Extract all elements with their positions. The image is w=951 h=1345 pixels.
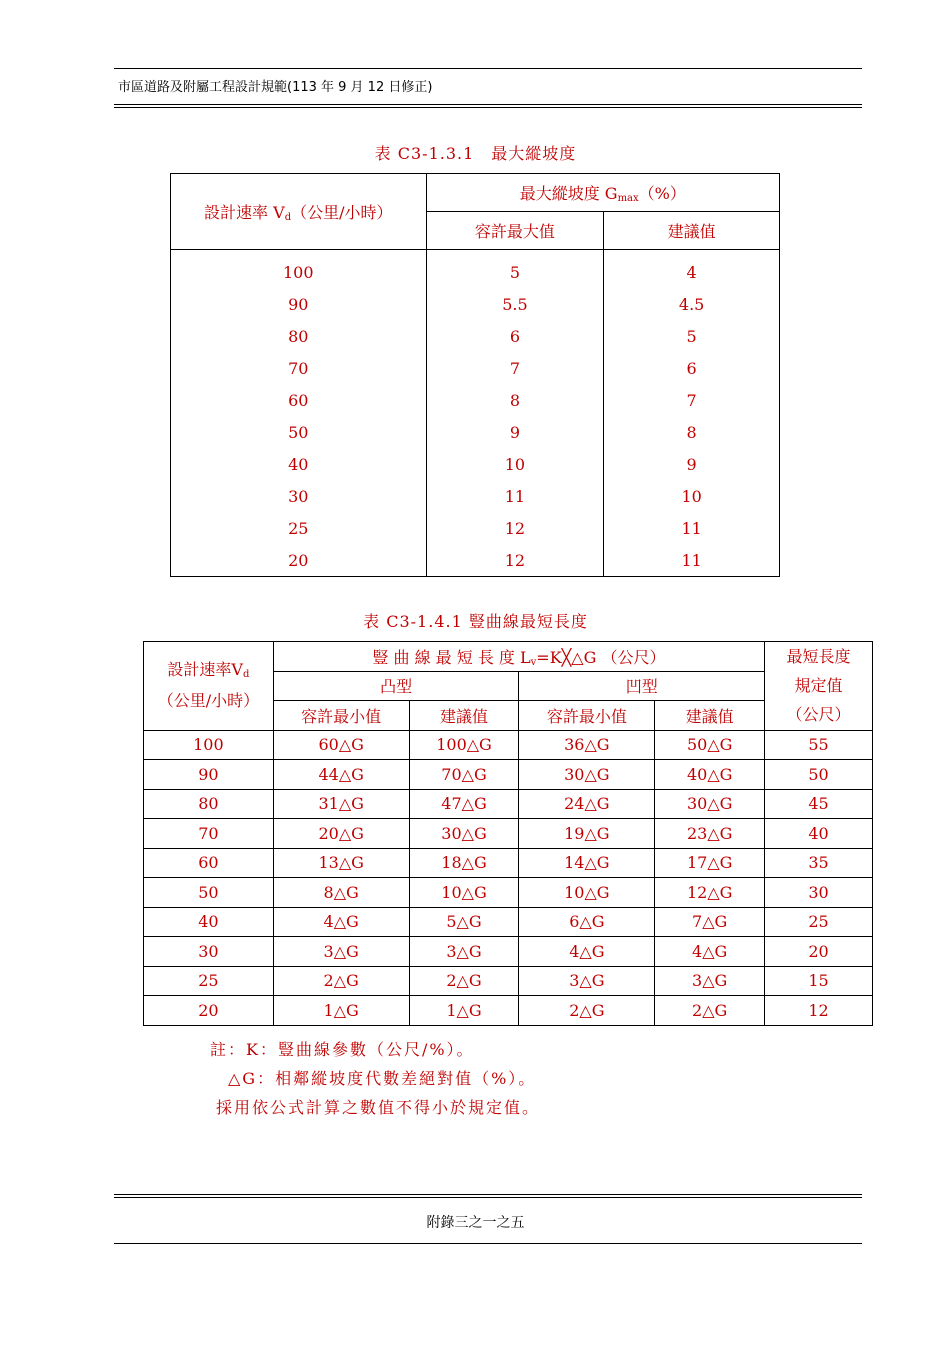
table-cell: 30△G	[409, 819, 519, 849]
table-cell: 55	[765, 730, 873, 760]
speed-header: 設計速率$V_d$ （公里/小時）	[144, 642, 274, 731]
table-row	[171, 384, 780, 416]
table-row	[144, 907, 873, 937]
table-cell: 80	[171, 320, 427, 352]
table-cell: 6	[426, 320, 604, 352]
table-cell: 20	[765, 937, 873, 967]
table2-caption: 表 C3-1.4.1 豎曲線最短長度	[363, 612, 588, 631]
col-recommended: 建議值	[604, 212, 780, 250]
table-cell: 5	[604, 320, 780, 352]
table-cell: 60△G	[273, 730, 409, 760]
table-cell: 20	[144, 996, 274, 1026]
table-cell: 8	[604, 416, 780, 448]
table-cell: 90	[144, 760, 274, 790]
curve-length-header: 豎 曲 線 最 短 長 度 $L_v=K╳\triangle G$ （公尺）	[273, 642, 764, 672]
table-cell: 2△G	[273, 966, 409, 996]
document-header: 市區道路及附屬工程設計規範(113 年 9 月 12 日修正)	[118, 80, 433, 95]
table-cell: 8△G	[273, 878, 409, 908]
note-k: 註：K：豎曲線參數（公尺/%）。	[210, 1040, 475, 1059]
footer-rule-top-1	[114, 1194, 862, 1195]
header-rule-bottom-2	[114, 107, 862, 108]
table-row	[144, 730, 873, 760]
table-cell: 70△G	[409, 760, 519, 790]
table-cell: 2△G	[519, 996, 655, 1026]
table-cell: 3△G	[519, 966, 655, 996]
table-cell: 60	[144, 848, 274, 878]
table-cell: 100△G	[409, 730, 519, 760]
table-cell: 4△G	[655, 937, 765, 967]
table-row	[144, 996, 873, 1026]
concave-header: 凹型	[519, 671, 765, 701]
table-row	[171, 480, 780, 512]
table-row	[171, 512, 780, 544]
table-cell: 80	[144, 789, 274, 819]
table-cell: 50	[144, 878, 274, 908]
table-cell: 4	[604, 250, 780, 289]
table-cell: 23△G	[655, 819, 765, 849]
table-cell: 11	[426, 480, 604, 512]
table-cell: 12	[426, 512, 604, 544]
table-row	[171, 544, 780, 577]
footer-rule-top-2	[114, 1197, 862, 1198]
page-footer: 附錄三之一之五	[426, 1215, 525, 1231]
table-cell: 2△G	[655, 996, 765, 1026]
min-length-header: 最短長度 規定值 （公尺）	[765, 642, 873, 731]
table-cell: 31△G	[273, 789, 409, 819]
table-cell: 20	[171, 544, 427, 577]
table-cell: 3△G	[409, 937, 519, 967]
table-cell: 2△G	[409, 966, 519, 996]
concave-recommended: 建議值	[655, 701, 765, 731]
table-cell: 40	[171, 448, 427, 480]
table-row	[171, 352, 780, 384]
table-cell: 40	[765, 819, 873, 849]
table-cell: 20△G	[273, 819, 409, 849]
table-cell: 11	[604, 512, 780, 544]
table-row	[171, 250, 780, 289]
table-cell: 1△G	[273, 996, 409, 1026]
table-cell: 5△G	[409, 907, 519, 937]
note-delta-g: △G：相鄰縱坡度代數差絕對值（%）。	[228, 1069, 537, 1088]
table-row	[171, 416, 780, 448]
table-cell: 19△G	[519, 819, 655, 849]
table-cell: 45	[765, 789, 873, 819]
table-row	[144, 966, 873, 996]
table-cell: 9	[426, 416, 604, 448]
table-cell: 7△G	[655, 907, 765, 937]
table-cell: 50	[171, 416, 427, 448]
table-row	[171, 288, 780, 320]
table-row	[144, 848, 873, 878]
table-cell: 12△G	[655, 878, 765, 908]
table-cell: 7	[426, 352, 604, 384]
table-cell: 10△G	[519, 878, 655, 908]
convex-header: 凸型	[273, 671, 519, 701]
table-cell: 3△G	[655, 966, 765, 996]
table-cell: 6	[604, 352, 780, 384]
table-cell: 9	[604, 448, 780, 480]
table-cell: 30	[144, 937, 274, 967]
table-row	[171, 320, 780, 352]
table-cell: 14△G	[519, 848, 655, 878]
table-cell: 13△G	[273, 848, 409, 878]
table-row	[144, 878, 873, 908]
note-rule: 採用依公式計算之數值不得小於規定值。	[216, 1098, 541, 1117]
table-cell: 10	[604, 480, 780, 512]
speed-header: 設計速率 $V_d$（公里/小時）	[171, 174, 427, 250]
table-cell: 24△G	[519, 789, 655, 819]
table-cell: 4.5	[604, 288, 780, 320]
table-cell: 12	[426, 544, 604, 577]
table-cell: 18△G	[409, 848, 519, 878]
table-cell: 10△G	[409, 878, 519, 908]
table-cell: 100	[171, 250, 427, 289]
table-cell: 5	[426, 250, 604, 289]
col-allowed-max: 容許最大值	[426, 212, 604, 250]
grade-header: 最大縱坡度 $G_{max}(\%)$	[426, 174, 779, 212]
table-cell: 30△G	[519, 760, 655, 790]
table-cell: 15	[765, 966, 873, 996]
footer-rule-bottom	[114, 1243, 862, 1244]
table-cell: 36△G	[519, 730, 655, 760]
table-cell: 30	[171, 480, 427, 512]
table-cell: 50	[765, 760, 873, 790]
table-cell: 1△G	[409, 996, 519, 1026]
table-cell: 17△G	[655, 848, 765, 878]
table-cell: 70	[144, 819, 274, 849]
vertical-curve-table	[143, 641, 873, 1026]
table-cell: 100	[144, 730, 274, 760]
table-cell: 35	[765, 848, 873, 878]
table-cell: 7	[604, 384, 780, 416]
concave-allowed-min: 容許最小值	[519, 701, 655, 731]
table-cell: 12	[765, 996, 873, 1026]
convex-recommended: 建議值	[409, 701, 519, 731]
table-cell: 3△G	[273, 937, 409, 967]
table-cell: 5.5	[426, 288, 604, 320]
header-rule-bottom-1	[114, 104, 862, 105]
table-cell: 50△G	[655, 730, 765, 760]
table-cell: 60	[171, 384, 427, 416]
table-cell: 25	[144, 966, 274, 996]
table1-caption: 表 C3-1.3.1 最大縱坡度	[374, 144, 577, 163]
table-cell: 8	[426, 384, 604, 416]
table-cell: 25	[171, 512, 427, 544]
table-cell: 90	[171, 288, 427, 320]
table-cell: 40△G	[655, 760, 765, 790]
table-row	[144, 789, 873, 819]
table-cell: 44△G	[273, 760, 409, 790]
table-cell: 70	[171, 352, 427, 384]
table-cell: 25	[765, 907, 873, 937]
table-cell: 30	[765, 878, 873, 908]
convex-allowed-min: 容許最小值	[273, 701, 409, 731]
table-row	[144, 937, 873, 967]
header-rule-top	[114, 68, 862, 69]
table-cell: 30△G	[655, 789, 765, 819]
table-cell: 4△G	[519, 937, 655, 967]
table-row	[144, 760, 873, 790]
table-cell: 47△G	[409, 789, 519, 819]
table-cell: 11	[604, 544, 780, 577]
table-cell: 40	[144, 907, 274, 937]
table-cell: 4△G	[273, 907, 409, 937]
table-cell: 10	[426, 448, 604, 480]
table-cell: 6△G	[519, 907, 655, 937]
table-row	[144, 819, 873, 849]
table-row	[171, 448, 780, 480]
max-grade-table	[170, 173, 780, 577]
